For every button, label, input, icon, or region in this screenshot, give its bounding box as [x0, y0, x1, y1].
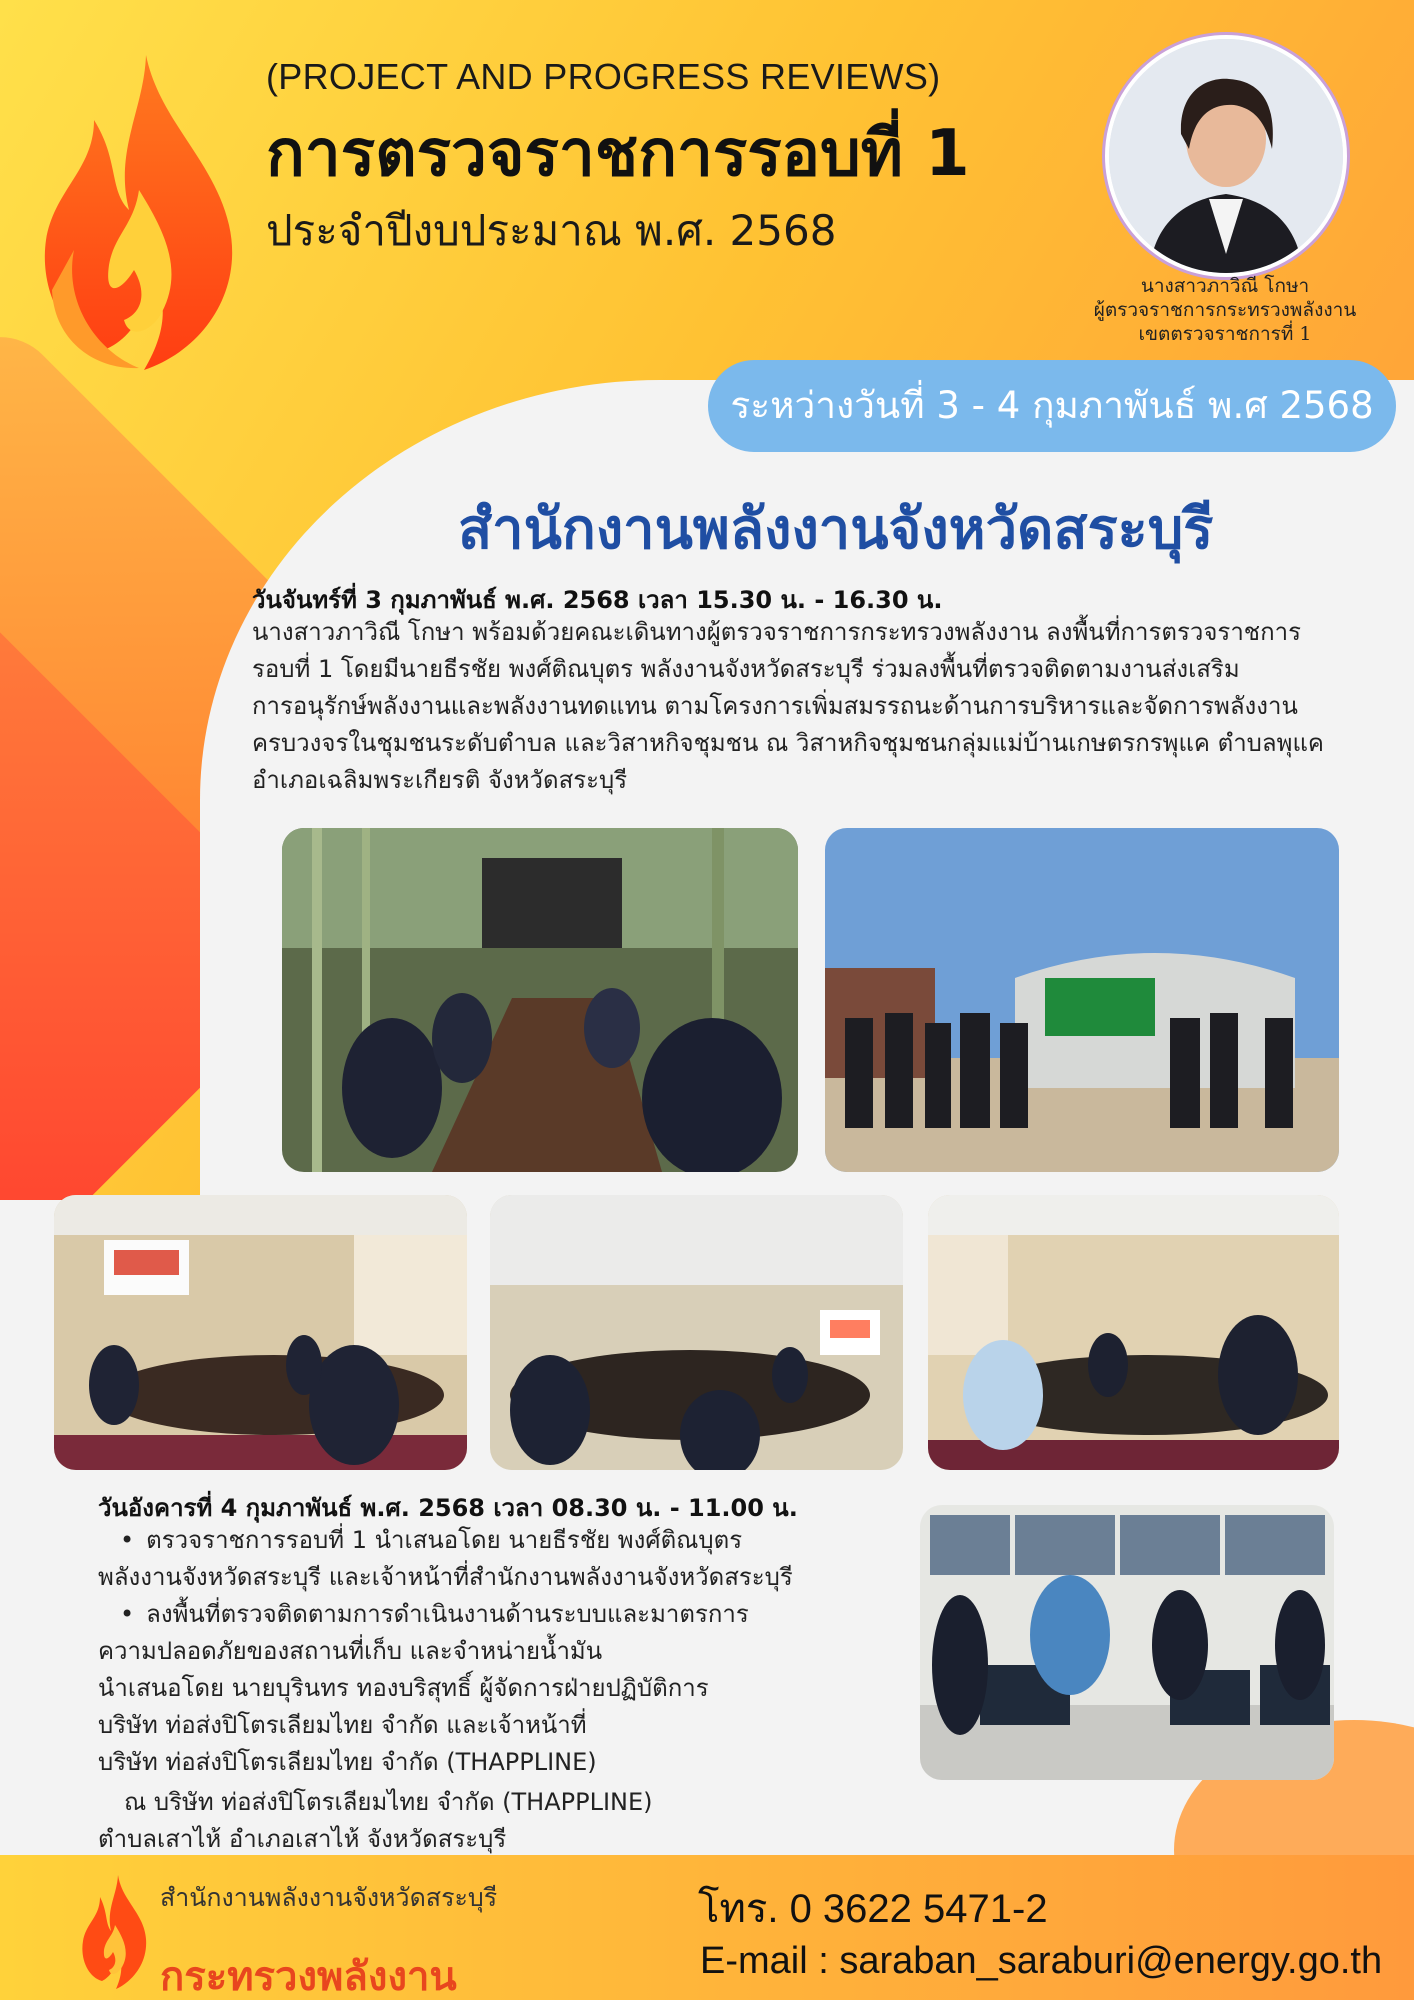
location-line: ตำบลเสาไห้ อำเภอเสาไห้ จังหวัดสระบุรี: [98, 1825, 507, 1853]
day2-location: [98, 1784, 898, 1858]
footer-office-name: สำนักงานพลังงานจังหวัดสระบุรี: [160, 1883, 498, 1912]
day2-bullet: • ลงพื้นที่ตรวจติดตามการดำเนินงานด้านระบบและมาตรการ: [98, 1596, 918, 1633]
day2-line: บริษัท ท่อส่งปิโตรเลียมไทย จำกัด และเจ้าหน้าที่: [98, 1711, 587, 1739]
photo-community-meeting: [282, 828, 798, 1172]
photo-meeting-room-2: [490, 1195, 903, 1470]
photo-control-room: [920, 1505, 1334, 1780]
day2-line: พลังงานจังหวัดสระบุรี และเจ้าหน้าที่สำนักงานพลังงานจังหวัดสระบุรี: [98, 1563, 793, 1591]
inspector-zone: เขตตรวจราชการที่ 1: [1138, 323, 1312, 345]
photo-greenhouse-visit: [825, 828, 1339, 1172]
inspector-name: นางสาวภาวิณี โกษา: [1140, 275, 1310, 297]
footer-ministry: กระทรวงพลังงาน: [160, 1954, 457, 2000]
fiscal-year: ประจำปีงบประมาณ พ.ศ. 2568: [266, 206, 837, 255]
inspector-portrait: [1105, 35, 1347, 277]
inspector-position: ผู้ตรวจราชการกระทรวงพลังงาน: [1093, 299, 1357, 321]
header-subtitle: (PROJECT AND PROGRESS REVIEWS): [266, 56, 941, 97]
footer-email: E-mail : saraban_saraburi@energy.go.th: [700, 1940, 1383, 1982]
day2-line: นำเสนอโดย นายบุรินทร ทองบริสุทธิ์ ผู้จัดการฝ่ายปฏิบัติการ: [98, 1674, 709, 1702]
day1-line: นางสาวภาวิณี โกษา พร้อมด้วยคณะเดินทางผู้ตรวจราชการกระทรวงพลังงาน ลงพื้นที่การตรวจราชการ: [252, 618, 1301, 646]
footer-flame-logo-icon: [78, 1873, 150, 1991]
day1-line: การอนุรักษ์พลังงานและพลังงานทดแทน ตามโครงการเพิ่มสมรรถนะด้านการบริหารและจัดการพลังงาน: [252, 692, 1298, 720]
date-range-badge: ระหว่างวันที่ 3 - 4 กุมภาพันธ์ พ.ศ 2568: [708, 360, 1396, 452]
day1-heading: วันจันทร์ที่ 3 กุมภาพันธ์ พ.ศ. 2568 เวลา 15.30 น. - 16.30 น.: [252, 586, 943, 614]
day1-line: อำเภอเฉลิมพระเกียรติ จังหวัดสระบุรี: [252, 766, 628, 794]
flame-logo-icon: [34, 50, 244, 380]
photo-meeting-room-1: [54, 1195, 467, 1470]
day1-line: รอบที่ 1 โดยมีนายธีรชัย พงศ์ติณบุตร พลังงานจังหวัดสระบุรี ร่วมลงพื้นที่ตรวจติดตามงานส่งเสริม: [252, 655, 1240, 683]
day1-line: ครบวงจรในชุมชนระดับตำบล และวิสาหกิจชุมชน ณ วิสาหกิจชุมชนกลุ่มแม่บ้านเกษตรกรพุแค ตำบลพุแค: [252, 729, 1324, 757]
day2-line: ความปลอดภัยของสถานที่เก็บ และจำหน่ายน้ำมัน: [98, 1637, 603, 1665]
office-title: สำนักงานพลังงานจังหวัดสระบุรี: [458, 497, 1214, 562]
photo-meeting-room-3: [928, 1195, 1339, 1470]
location-line: ณ บริษัท ท่อส่งปิโตรเลียมไทย จำกัด (THAPPLINE): [124, 1788, 653, 1816]
day1-paragraph: [252, 614, 1402, 799]
footer-telephone: โทร. 0 3622 5471-2: [698, 1887, 1048, 1931]
day2-line: บริษัท ท่อส่งปิโตรเลียมไทย จำกัด (THAPPLINE): [98, 1748, 597, 1776]
day2-body: [98, 1522, 918, 1781]
page-title: การตรวจราชการรอบที่ 1: [266, 117, 970, 191]
inspector-caption: [1060, 274, 1390, 346]
day2-heading: วันอังคารที่ 4 กุมภาพันธ์ พ.ศ. 2568 เวลา 08.30 น. - 11.00 น.: [98, 1494, 798, 1522]
day2-bullet: • ตรวจราชการรอบที่ 1 นำเสนอโดย นายธีรชัย พงศ์ติณบุตร: [98, 1522, 918, 1559]
